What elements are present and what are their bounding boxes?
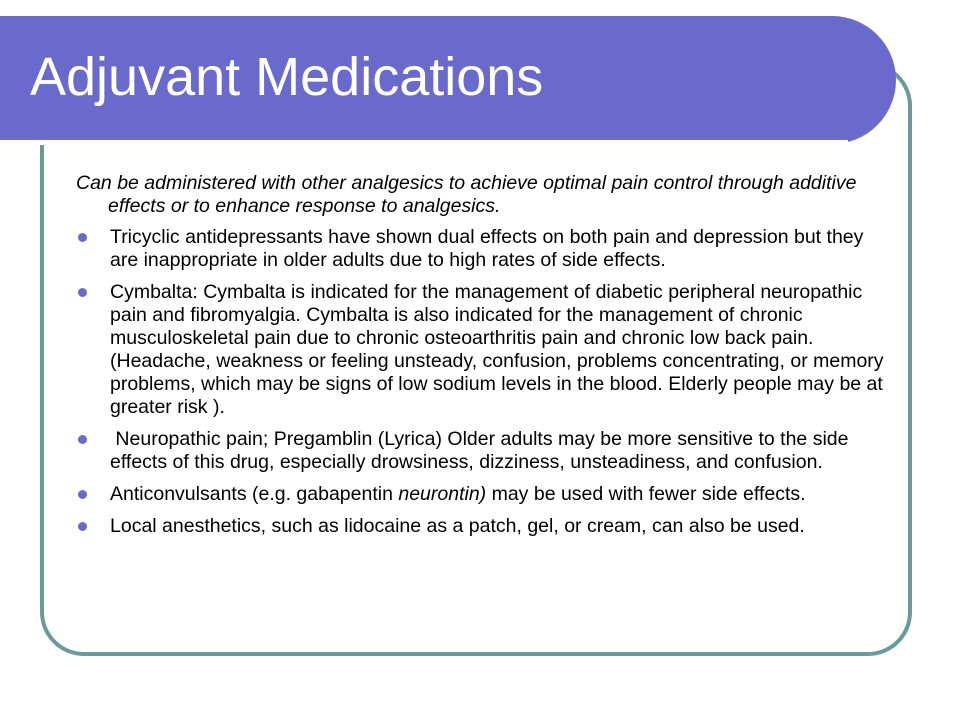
bullet-text-italic: neurontin) — [398, 483, 487, 505]
bullet-item-cymbalta — [76, 281, 886, 419]
bullet-dot-icon — [78, 490, 87, 499]
bullet-text-after: may be used with fewer side effects. — [486, 483, 806, 505]
bullet-item-local-anesthetics — [76, 515, 886, 538]
bullet-text: Neuropathic pain; Pregamblin (Lyrica) Older adults may be more sensitive to the side effects of this drug, especially drowsiness, dizziness, unsteadiness, and confusion. — [110, 428, 854, 473]
bullet-text-before: Anticonvulsants (e.g. gabapentin — [110, 483, 399, 505]
bullet-item-tricyclic — [76, 226, 886, 272]
bullet-text: Tricyclic antidepressants have shown dual effects on both pain and depression but they are inappropriate in older adults due to high rates of side effects. — [110, 226, 864, 271]
bullet-item-anticonvulsants — [76, 483, 886, 506]
bullet-text: Cymbalta: Cymbalta is indicated for the management of diabetic peripheral neuropathic pain and fibromyalgia. Cymbalta is also indicated for the management of chronic musculoskeletal pain due to chronic osteoarthritis pain and chronic low back pain. (Headache, weakness or feeling unsteady, confusion, problems concentrating, or memory problems, which may be signs of low sodium levels in the blood. Elderly people may be at greater risk ). — [110, 281, 884, 418]
bullet-list — [76, 226, 886, 538]
title-bar — [0, 16, 896, 144]
slide-title: Adjuvant Medications — [30, 47, 544, 107]
title-underline — [0, 140, 848, 145]
bullet-item-neuropathic — [76, 428, 886, 474]
intro-text: Can be administered with other analgesics to achieve optimal pain control through additive effects or to enhance response to analgesics. — [76, 172, 857, 217]
bullet-dot-icon — [78, 288, 87, 297]
bullet-dot-icon — [78, 233, 87, 242]
bullet-dot-icon — [78, 435, 87, 444]
bullet-dot-icon — [78, 522, 87, 531]
slide-content — [76, 172, 886, 547]
bullet-text: Local anesthetics, such as lidocaine as a patch, gel, or cream, can also be used. — [110, 515, 805, 537]
